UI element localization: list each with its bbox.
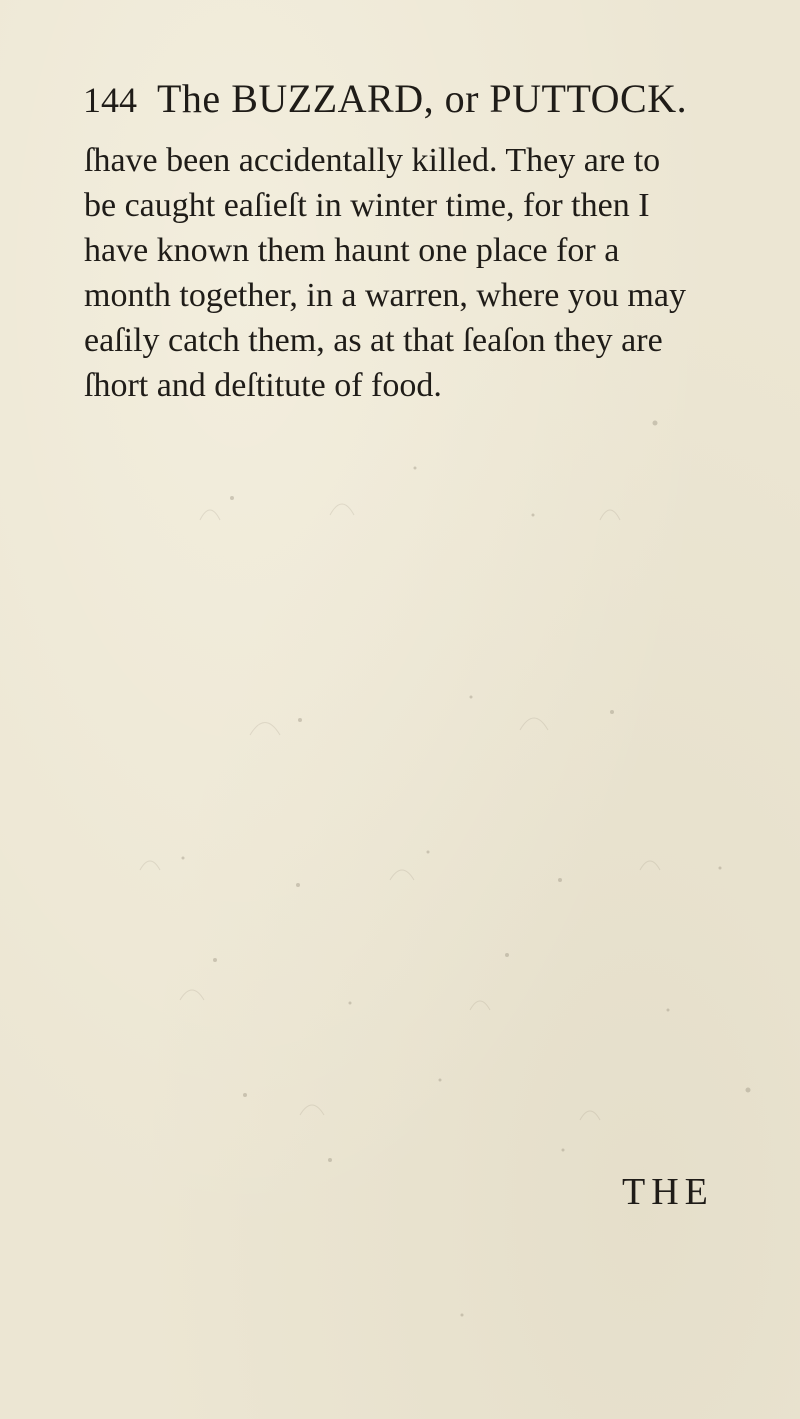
- text-line: ſhort and deſtitute of food.: [84, 367, 442, 404]
- text-line: be caught eaſieſt in winter time, for then I: [84, 187, 650, 224]
- text-line: month together, in a warren, where you may: [84, 277, 686, 314]
- page-number: 144: [83, 80, 137, 120]
- body-paragraph: [84, 138, 784, 408]
- page-header: [83, 75, 723, 135]
- running-title: The BUZZARD, or PUTTOCK.: [157, 76, 688, 121]
- text-line: eaſily catch them, as at that ſeaſon they are: [84, 322, 663, 359]
- catchword: THE: [622, 1171, 714, 1213]
- text-line: have known them haunt one place for a: [84, 232, 620, 269]
- text-line: ſhave been accidentally killed. They are to: [84, 142, 661, 179]
